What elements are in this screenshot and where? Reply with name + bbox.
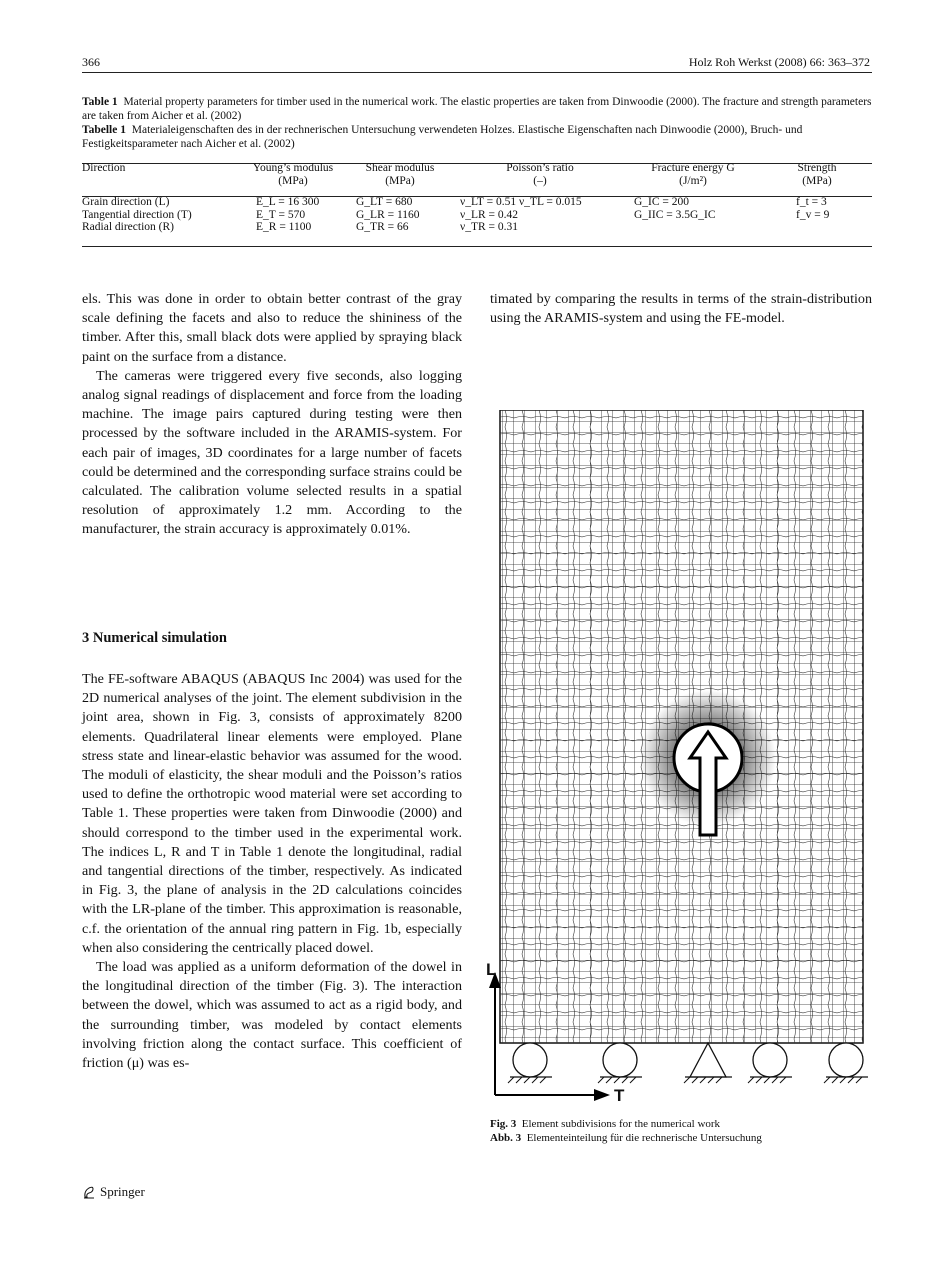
col-header-fracture: Fracture energy G (J/m²) [651,162,735,187]
col-header-shear: Shear modulus (MPa) [365,162,435,187]
fe-mesh-figure [480,410,880,1115]
publisher-name: Springer [100,1184,145,1199]
header-rule [82,72,872,73]
axis-label-t: T [614,1086,625,1105]
table-caption-en: Material property parameters for timber used in the numerical work. The elastic properties are taken from Dinwoodie (2000). The fracture and strength parameters are taken from Aicher et al. (2002) [82,96,872,122]
table-row: Radial direction (R) E_R = 1100 G_TR = 66 ν_TR = 0.31 [82,221,519,233]
paragraph: The FE-software ABAQUS (ABAQUS Inc 2004) was used for the 2D numerical analyses of the joint. The element subdivision in the joint area, shown in Fig. 3, consists of approximately 8200 elements. Quadrilateral linear elements were employed. Plane stress state and linear-elastic behavior was assumed for the wood. The moduli of elasticity, the shear moduli and the Poisson’s ratios used to define the orthotropic wood material were set according to Table 1. These properties were taken from Dinwoodie (2000) and should correspond to the timber used in the experimental work. The indices L, R and T in Table 1 denote the longitudinal, radial and tangential directions of the timber, respectively. As indicated in Fig. 3, the plane of analysis in the 2D calculations coincides with the LR-plane of the timber. This approximation is reasonable, c.f. the orientation of the annual ring pattern in Fig. 1b, especially when also considering the centrically placed dowel. [82,671,462,956]
mesh-body [500,410,863,1043]
arrow-right-icon [594,1089,610,1101]
col-header-poisson: Poisson’s ratio (–) [506,162,574,187]
paragraph: timated by comparing the results in terms of the strain-distribution using the ARAMIS-system and using the FE-model. [490,291,872,327]
paragraph: The load was applied as a uniform deformation of the dowel in the longitudinal direction of the timber (Fig. 3). The interaction between the dowel, which was assumed to act as a rigid body, and the surrounding timber, was modeled by contact elements involving friction along the contact surface. This coefficient of friction (μ) was es- [82,959,462,1072]
col-header-youngs: Young’s modulus (MPa) [252,162,334,187]
page-number: 366 [82,55,100,69]
axis-label-l: L [486,960,497,979]
journal-citation: Holz Roh Werkst (2008) 66: 363–372 [688,55,870,69]
col-header-strength: Strength (MPa) [797,162,837,187]
figure-label-en: Fig. 3 [490,1118,517,1130]
left-column-continued [82,670,462,1073]
col-header-direction: Direction [82,162,126,174]
material-properties-table [82,162,872,234]
roller-support-icon [824,1043,868,1083]
paragraph: The cameras were triggered every five seconds, also logging analog signal readings of displacement and force from the loading machine. The image pairs captured during testing were then processed by the software included in the ARAMIS-system. For each pair of images, 3D coordinates for a large number of facets could be determined and the corresponding surface strains could be calculated. The calibration volume selected results in a spatial resolution of approximately 1.2 mm. According to the manufacturer, the strain accuracy is approximately 0.01%. [82,367,463,538]
supports [508,1043,868,1083]
roller-support-icon [598,1043,642,1083]
table-bottom-rule [82,246,872,247]
table-row: Tangential direction (T) E_T = 570 G_LR = 1160 ν_LR = 0.42 G_IIC = 3.5G_IC f_v = 9 [82,208,830,221]
table-label-de: Tabelle 1 [82,124,126,136]
table-caption-de: Materialeigenschaften des in der rechnerischen Untersuchung verwendeten Holzes. Elastische Eigenschaften nach Dinwoodie (2000), Bruch- und Festigkeitsparameter nach Aicher et al. (2002) [82,124,803,150]
paragraph: els. This was done in order to obtain better contrast of the gray scale defining the facets and also to reduce the shininess of the timber. After this, small black dots were applied by spraying black paint on the surface from a distance. [82,291,462,365]
right-column [490,290,872,328]
figure-label-de: Abb. 3 [490,1132,522,1144]
table-row: Grain direction (L) E_L = 16 300 G_LT = 680 ν_LT = 0.51 ν_TL = 0.015 G_IC = 200 f_t = 3 [82,196,827,208]
table-caption [82,95,872,151]
table-label-en: Table 1 [82,96,118,108]
figure-caption-de: Elementeinteilung für die rechnerische Untersuchung [526,1132,762,1144]
footer [82,1184,145,1200]
springer-logo-icon [82,1185,96,1199]
pin-support-icon [684,1043,732,1083]
section-title: 3 Numerical simulation [82,630,227,646]
roller-support-icon [508,1043,552,1083]
left-column [82,290,462,540]
figure-caption [490,1117,872,1145]
roller-support-icon [748,1043,792,1083]
figure-caption-en: Element subdivisions for the numerical work [521,1118,721,1130]
